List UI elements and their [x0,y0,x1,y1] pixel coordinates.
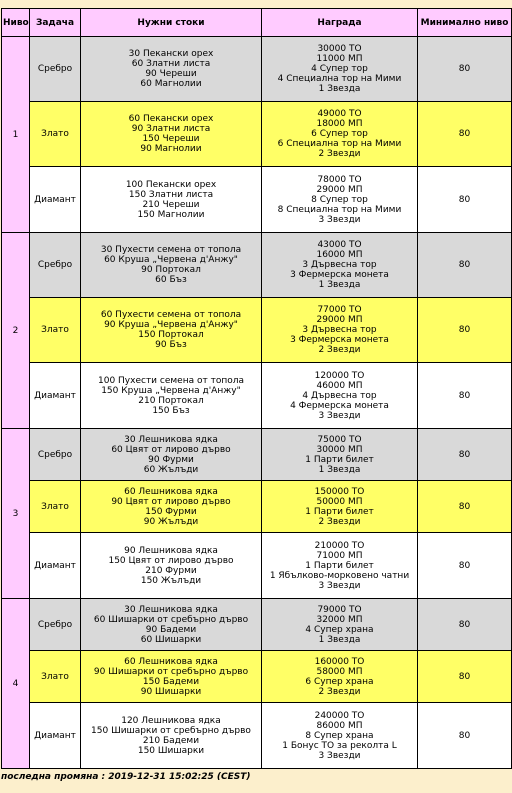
task-cell: Диамант [30,167,81,233]
goods-line: 60 Шишарки [140,634,202,645]
header-goods: Нужни стоки [81,9,262,37]
goods-line: 150 Шишарки [137,745,205,756]
reward-line: 6 Супер тор [311,129,368,139]
goods-line: 90 Лешникова ядка [124,545,218,556]
reward-line: 120000 ТО [314,370,365,381]
task-cell: Сребро [30,599,81,651]
reward-line: 30000 ТО [317,44,362,54]
reward-cell [262,429,418,481]
goods-line: 90 Портокал [141,265,201,275]
task-cell: Злато [30,298,81,363]
goods-cell [81,703,262,769]
goods-line: 210 Череши [142,199,200,210]
goods-line: 90 Фурми [148,454,194,465]
reward-line: 46000 МП [316,380,363,391]
goods-cell [81,599,262,651]
goods-line: 150 Портокал [138,330,204,340]
goods-line: 90 Цвят от лирово дърво [111,496,231,507]
reward-line: 8 Специална тор на Мими [277,204,402,215]
min-level-cell: 80 [418,298,512,363]
table-row [2,102,512,167]
goods-line: 150 Златни листа [128,189,214,200]
min-level-cell: 80 [418,37,512,102]
goods-line: 150 Фурми [145,506,197,517]
reward-cell [262,533,418,599]
goods-line: 90 Бадеми [145,624,197,635]
reward-line: 4 Фермерска монета [290,400,389,411]
reward-cell [262,481,418,533]
reward-line: 1 Звезда [318,634,361,645]
task-cell: Злато [30,481,81,533]
goods-line: 60 Шишарки от сребърно дърво [93,614,249,625]
reward-line: 29000 МП [316,184,363,195]
reward-line: 16000 МП [316,250,363,260]
tasks-table [1,8,512,769]
reward-line: 29000 МП [316,315,363,325]
goods-cell [81,167,262,233]
goods-line: 150 Бадеми [142,676,200,687]
reward-line: 75000 ТО [317,434,362,445]
reward-line: 3 Дървесна тор [302,260,377,270]
goods-line: 210 Портокал [138,395,204,406]
reward-line: 2 Звезди [318,149,361,159]
reward-line: 3 Звезди [318,410,361,421]
goods-line: 90 Магнолии [140,144,202,154]
goods-line: 150 Бъз [152,405,190,416]
goods-cell [81,429,262,481]
reward-line: 71000 МП [316,550,363,561]
reward-line: 3 Фермерска монета [290,270,389,280]
reward-line: 32000 МП [316,614,363,625]
task-cell: Диамант [30,533,81,599]
reward-line: 1 Звезда [318,280,361,290]
reward-cell [262,363,418,429]
min-level-cell: 80 [418,533,512,599]
goods-cell [81,363,262,429]
task-cell: Диамант [30,363,81,429]
reward-line: 3 Звезди [318,750,361,761]
level-cell: 1 [2,37,30,233]
reward-cell [262,651,418,703]
goods-line: 60 Лешникова ядка [124,656,218,667]
header-row [2,9,512,37]
goods-line: 100 Пекански орех [125,179,217,190]
reward-line: 1 Парти билет [305,506,374,517]
goods-line: 150 Жълъди [140,575,202,586]
table-row [2,298,512,363]
goods-line: 30 Лешникова ядка [124,434,218,445]
header-level: Ниво [2,9,30,37]
goods-line: 100 Пухести семена от топола [98,375,244,386]
reward-cell [262,599,418,651]
goods-line: 90 Златни листа [131,124,211,134]
reward-line: 1 Звезда [318,84,361,94]
reward-line: 6 Специална тор на Мими [277,139,402,149]
level-cell: 2 [2,233,30,429]
reward-line: 2 Звезди [318,516,361,527]
reward-cell [262,298,418,363]
reward-cell [262,703,418,769]
table-row [2,481,512,533]
goods-cell [81,102,262,167]
goods-line: 60 Жълъди [143,464,199,475]
goods-line: 90 Жълъди [143,516,199,527]
reward-line: 1 Бонус ТО за реколта L [282,740,397,751]
reward-line: 4 Дървесна тор [302,390,377,401]
reward-line: 2 Звезди [318,345,361,355]
reward-cell [262,102,418,167]
goods-cell [81,233,262,298]
table-row [2,703,512,769]
reward-line: 79000 ТО [317,604,362,615]
min-level-cell: 80 [418,651,512,703]
reward-line: 3 Звезди [318,580,361,591]
reward-line: 49000 ТО [317,109,362,119]
task-cell: Злато [30,102,81,167]
reward-cell [262,167,418,233]
goods-line: 210 Фурми [145,565,197,576]
goods-line: 90 Шишарки от сребърно дърво [93,666,249,677]
table-row [2,233,512,298]
goods-line: 90 Бъз [155,340,187,350]
task-cell: Сребро [30,429,81,481]
goods-line: 60 Пекански орех [128,114,214,124]
table-row [2,37,512,102]
reward-line: 4 Специална тор на Мими [277,74,402,84]
min-level-cell: 80 [418,703,512,769]
reward-line: 3 Дървесна тор [302,325,377,335]
header-min-level: Минимално ниво [418,9,512,37]
reward-cell [262,233,418,298]
goods-line: 150 Магнолии [137,209,205,220]
reward-line: 50000 МП [316,496,363,507]
task-cell: Диамант [30,703,81,769]
reward-line: 240000 ТО [314,710,365,721]
goods-line: 150 Череши [142,134,200,144]
goods-line: 90 Шишарки [140,686,202,697]
reward-line: 1 Ябълково-морковено чатни [269,570,410,581]
goods-line: 30 Пухести семена от топола [100,245,242,255]
goods-line: 90 Круша „Червена д'Анжу" [104,320,238,330]
reward-cell [262,37,418,102]
min-level-cell: 80 [418,233,512,298]
min-level-cell: 80 [418,599,512,651]
goods-line: 60 Круша „Червена д'Анжу" [104,255,238,265]
goods-line: 150 Цвят от лирово дърво [108,555,234,566]
reward-line: 8 Супер храна [305,730,374,741]
reward-line: 43000 ТО [317,240,362,250]
reward-line: 4 Супер тор [311,64,368,74]
table-row [2,533,512,599]
reward-line: 1 Парти билет [305,454,374,465]
table-row [2,429,512,481]
goods-cell [81,298,262,363]
goods-line: 60 Бъз [155,275,187,285]
table-header [2,9,512,37]
table-row [2,363,512,429]
reward-line: 1 Звезда [318,464,361,475]
goods-cell [81,37,262,102]
goods-line: 60 Пухести семена от топола [100,310,242,320]
task-cell: Сребро [30,37,81,102]
goods-cell [81,651,262,703]
goods-line: 60 Магнолии [140,79,202,89]
table-row [2,651,512,703]
goods-line: 60 Лешникова ядка [124,486,218,497]
reward-line: 210000 ТО [314,540,365,551]
reward-line: 4 Супер храна [305,624,374,635]
min-level-cell: 80 [418,481,512,533]
min-level-cell: 80 [418,429,512,481]
table-row [2,167,512,233]
goods-line: 60 Златни листа [131,59,211,69]
reward-line: 8 Супер тор [311,194,368,205]
reward-line: 160000 ТО [314,656,365,667]
reward-line: 2 Звезди [318,686,361,697]
goods-line: 120 Лешникова ядка [121,715,221,726]
reward-line: 77000 ТО [317,305,362,315]
goods-line: 150 Круша „Червена д'Анжу" [101,385,241,396]
reward-line: 3 Звезди [318,214,361,225]
reward-line: 78000 ТО [317,174,362,185]
table-row [2,599,512,651]
min-level-cell: 80 [418,167,512,233]
goods-line: 150 Шишарки от сребърно дърво [91,725,251,736]
table-body [2,37,512,769]
goods-line: 30 Пекански орех [128,49,214,59]
reward-line: 6 Супер храна [305,676,374,687]
task-cell: Злато [30,651,81,703]
goods-line: 210 Бадеми [142,735,200,746]
reward-line: 150000 ТО [314,486,365,497]
last-modified: последна промяна : 2019-12-31 15:02:25 (CEST) [1,772,251,782]
goods-line: 30 Лешникова ядка [124,604,218,615]
goods-cell [81,533,262,599]
header-task: Задача [30,9,81,37]
goods-line: 60 Цвят от лирово дърво [111,444,231,455]
goods-line: 90 Череши [145,69,197,79]
level-cell: 3 [2,429,30,599]
reward-line: 58000 МП [316,666,363,677]
task-cell: Сребро [30,233,81,298]
reward-line: 86000 МП [316,720,363,731]
reward-line: 18000 МП [316,119,363,129]
reward-line: 3 Фермерска монета [290,335,389,345]
reward-line: 1 Парти билет [305,560,374,571]
header-reward: Награда [262,9,418,37]
min-level-cell: 80 [418,363,512,429]
level-cell: 4 [2,599,30,769]
reward-line: 11000 МП [316,54,363,64]
goods-cell [81,481,262,533]
min-level-cell: 80 [418,102,512,167]
reward-line: 30000 МП [316,444,363,455]
